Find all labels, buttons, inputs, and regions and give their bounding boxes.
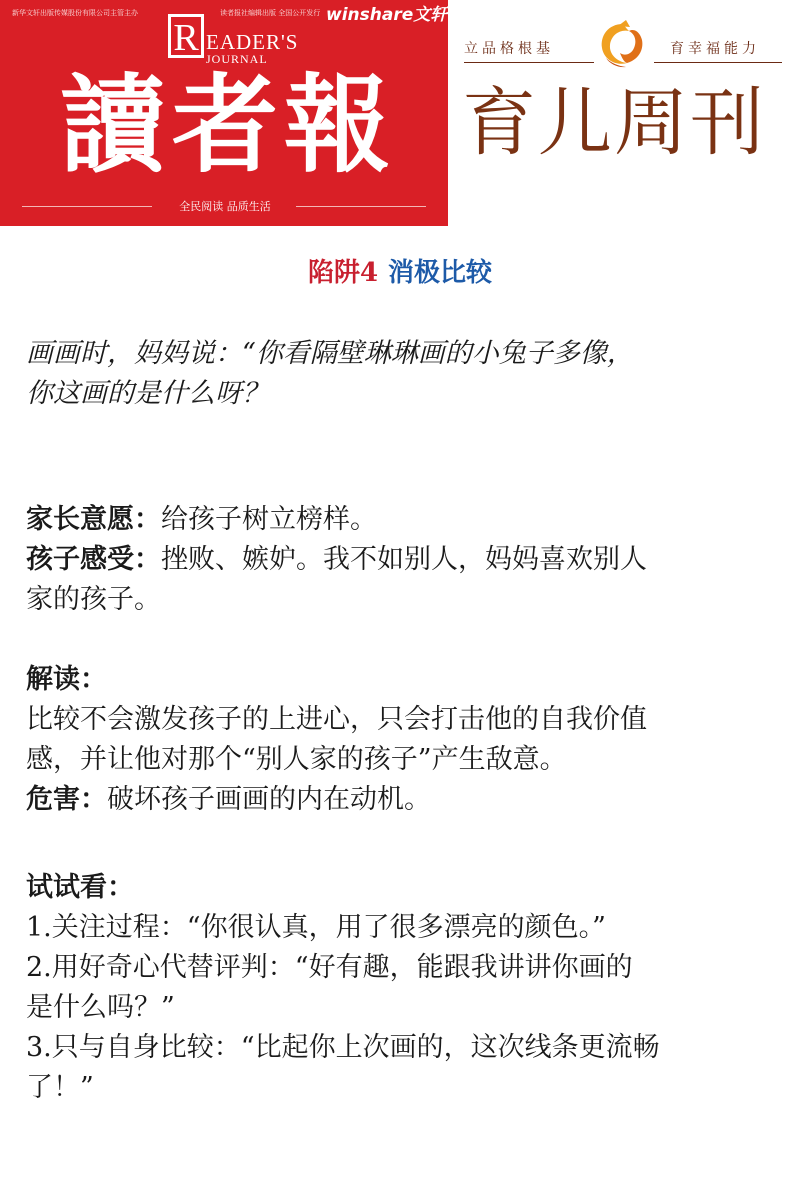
scenario-quote [26, 334, 776, 414]
sun-swirl-icon [596, 18, 650, 70]
harm-label: 危害： [26, 784, 107, 815]
winshare-logo: winshare文轩 [326, 5, 448, 25]
harm-text: 破坏孩子画画的内在动机。 [107, 784, 431, 815]
parent-intent [26, 500, 786, 540]
child-feeling-continued: 家的孩子。 [26, 584, 161, 615]
harm [26, 780, 786, 820]
quote-line: 你这画的是什么呀？ [26, 378, 269, 409]
parent-intent-text: 给孩子树立榜样。 [161, 504, 377, 535]
quote-line: 画画时，妈妈说：“你看隔壁琳琳画的小兔子多像， [26, 338, 634, 369]
parent-intent-label: 家长意愿： [26, 504, 161, 535]
interpretation-section [26, 660, 786, 820]
readers-journal-slogan-bar [0, 198, 448, 214]
readers-journal-banner [0, 0, 448, 226]
intent-feeling-section [26, 500, 786, 620]
interpretation-text: 感，并让他对那个“别人家的孩子”产生敌意。 [26, 744, 567, 775]
page-header [0, 0, 800, 226]
list-item: 1.关注过程：“你很认真，用了很多漂亮的颜色。” [26, 912, 606, 943]
readers-journal-english-title: EADER'S [206, 30, 299, 54]
child-feeling-text: 挫败、嫉妒。我不如别人，妈妈喜欢别人 [161, 544, 647, 575]
list-item-continued: 是什么吗？” [26, 992, 175, 1023]
readers-journal-calligraphy-title: 讀者報 [60, 62, 396, 187]
interpretation-text: 比较不会激发孩子的上进心，只会打击他的自我价值 [26, 704, 647, 735]
child-feeling [26, 540, 786, 580]
tagline-rule-right [654, 62, 782, 63]
readers-journal-english-subtitle: JOURNAL [206, 52, 268, 66]
list-item: 3.只与自身比较：“比起你上次画的，这次线条更流畅 [26, 1032, 660, 1063]
interpretation-label: 解读： [26, 664, 107, 695]
child-feeling-label: 孩子感受： [26, 544, 161, 575]
list-item: 2.用好奇心代替评判：“好有趣，能跟我讲讲你画的 [26, 952, 633, 983]
tagline-rule-left [464, 62, 594, 63]
trap-number: 陷阱4 [307, 258, 379, 288]
try-it-section [26, 868, 786, 1108]
tagline-left: 立品格根基 [464, 41, 554, 57]
slogan-rule-left [22, 206, 152, 207]
tagline-right: 育幸福能力 [670, 41, 760, 57]
section-heading [0, 252, 800, 289]
trap-title: 消极比较 [388, 258, 493, 288]
slogan-rule-right [296, 206, 426, 207]
readers-journal-r-logo: R [168, 14, 204, 58]
list-item-continued: 了！” [26, 1072, 94, 1103]
parenting-weekly-title: 育儿周刊 [462, 80, 766, 166]
readers-journal-slogan: 全民阅读 品质生活 [179, 200, 271, 213]
publisher-line: 新华文轩出版传媒股份有限公司主管主办 [12, 9, 138, 17]
editorial-line: 读者报社编辑出版 全国公开发行 [220, 9, 321, 17]
try-label: 试试看： [26, 872, 134, 903]
parenting-weekly-masthead [462, 0, 784, 226]
